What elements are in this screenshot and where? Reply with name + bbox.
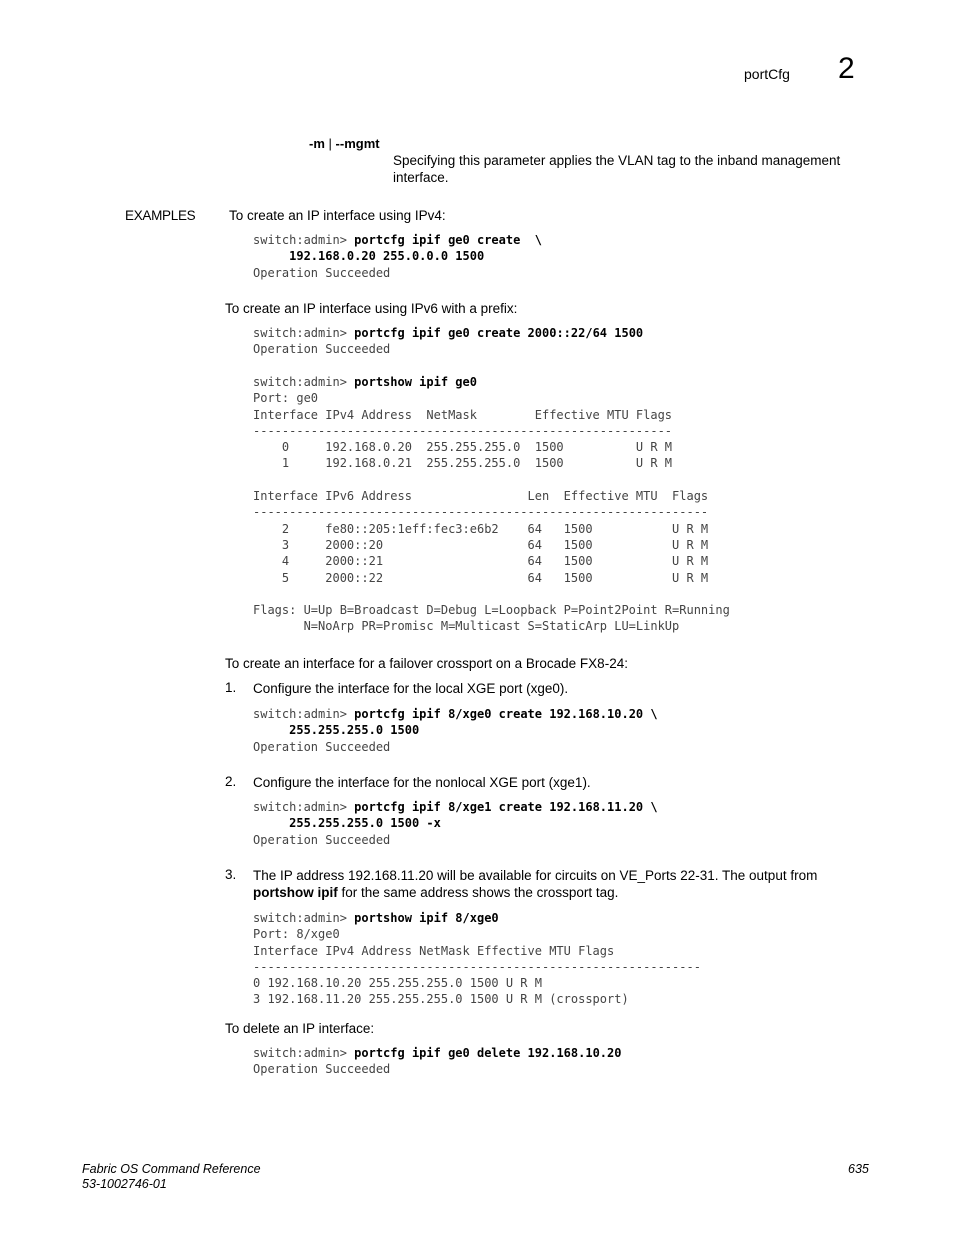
code-prompt: switch:admin> (253, 707, 355, 721)
code-result: Operation Succeeded (253, 832, 391, 847)
code-command: portcfg ipif 8/xge0 create 192.168.10.20 \ (354, 707, 658, 721)
code-command: portcfg ipif ge0 delete 192.168.10.20 (354, 1046, 622, 1060)
code-prompt: switch:admin> (253, 233, 355, 247)
code-block-delete (253, 1045, 621, 1078)
code-block-portshow-xge0 (253, 910, 701, 1008)
intro-delete: To delete an IP interface: (225, 1021, 375, 1036)
code-command: portshow ipif 8/xge0 (354, 911, 499, 925)
code-block-ipv6 (253, 325, 643, 358)
option-short: -m (309, 136, 325, 151)
code-output: Port: 8/xge0 Interface IPv4 Address NetMask Effective MTU Flags -------------------------------------------------------------- 0 192.168.10.20 255.255.255.0 1500 U R M 3 192.168.11.20 255.255.255.0 1500 U R M (crossport) (253, 927, 701, 1007)
code-block-xge0 (253, 706, 658, 755)
intro-failover: To create an interface for a failover crossport on a Brocade FX8-24: (225, 656, 628, 671)
code-output: Port: ge0 Interface IPv4 Address NetMask Effective MTU Flags ---------------------------------------------------------- 0 192.168.0.20 255.255.255.0 1500 U R M 1 192.168.0.21 255.255.255.0 1500 U R M Interface IPv6 Address Len Effective MTU Flags --------------------------------------------------------------- 2 fe80::205:1eff:fec3:e6b2 64 1500 U R M 3 2000::20 64 1500 U R M 4 2000::21 64 1500 U R M 5 2000::22 64 1500 U R M Flags: U=Up B=Broadcast D=Debug L=Loopback P=Point2Point R=Running N=NoArp PR=Promisc M=Multicast S=StaticArp LU=LinkUp (253, 391, 730, 634)
code-command-continuation: 255.255.255.0 1500 (253, 723, 420, 738)
code-command-continuation: 255.255.255.0 1500 -x (253, 816, 441, 831)
step-2-number: 2. (225, 774, 237, 789)
step-3-number: 3. (225, 867, 237, 882)
code-prompt: switch:admin> (253, 326, 355, 340)
code-command-continuation: 192.168.0.20 255.0.0.0 1500 (253, 249, 485, 264)
code-prompt: switch:admin> (253, 375, 355, 389)
footer-doc-number: 53-1002746-01 (82, 1177, 167, 1191)
code-command: portcfg ipif ge0 create \ (354, 233, 542, 247)
chapter-number: 2 (838, 52, 855, 85)
examples-section-label: EXAMPLES (125, 208, 196, 223)
step-3-text-b: for the same address shows the crossport tag. (337, 885, 619, 900)
option-long: --mgmt (335, 136, 380, 151)
step-3-text (253, 867, 853, 901)
code-result: Operation Succeeded (253, 1062, 391, 1077)
code-block-xge1 (253, 799, 658, 848)
step-2-text: Configure the interface for the nonlocal XGE port (xge1). (253, 775, 591, 790)
code-block-portshow-ge0 (253, 374, 730, 635)
footer-doc-info (82, 1162, 261, 1192)
code-prompt: switch:admin> (253, 911, 355, 925)
running-header-title: portCfg (744, 66, 790, 82)
footer-page-number: 635 (848, 1162, 869, 1176)
code-block-ipv4 (253, 232, 542, 281)
step-3-command-ref: portshow ipif (253, 885, 338, 900)
code-result: Operation Succeeded (253, 265, 391, 280)
step-1-number: 1. (225, 680, 237, 695)
footer-doc-title: Fabric OS Command Reference (82, 1162, 261, 1176)
code-prompt: switch:admin> (253, 1046, 355, 1060)
intro-ipv4: To create an IP interface using IPv4: (229, 208, 446, 223)
code-result: Operation Succeeded (253, 739, 391, 754)
step-1-text: Configure the interface for the local XGE port (xge0). (253, 681, 569, 696)
option-description: Specifying this parameter applies the VLAN tag to the inband management interface. (393, 153, 841, 185)
option-name (309, 136, 380, 151)
code-command: portcfg ipif ge0 create 2000::22/64 1500 (354, 326, 644, 340)
option-separator: | (328, 136, 332, 151)
step-3-text-a: The IP address 192.168.11.20 will be available for circuits on VE_Ports 22-31. The output from (253, 868, 818, 883)
code-prompt: switch:admin> (253, 800, 355, 814)
code-command: portshow ipif ge0 (354, 375, 477, 389)
intro-ipv6: To create an IP interface using IPv6 with a prefix: (225, 301, 518, 316)
code-command: portcfg ipif 8/xge1 create 192.168.11.20 \ (354, 800, 658, 814)
code-result: Operation Succeeded (253, 342, 391, 357)
